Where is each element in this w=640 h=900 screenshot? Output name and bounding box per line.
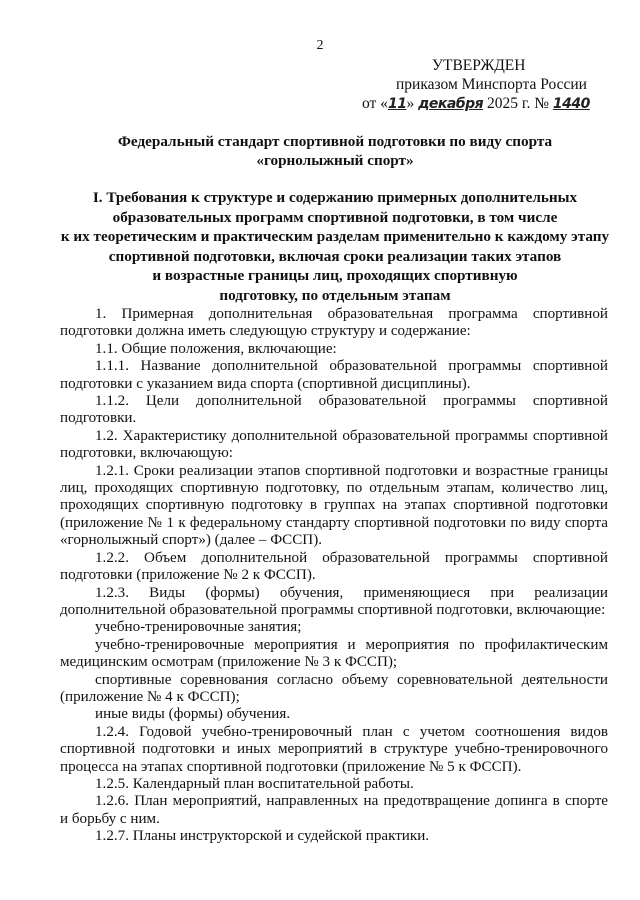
- paragraph: 1.2. Характеристику дополнительной образовательной программы спортивной подготовки, включающую:: [60, 427, 608, 462]
- paragraph: 1.1.2. Цели дополнительной образовательной программы спортивной подготовки.: [60, 393, 608, 427]
- paragraph: 1.2.2. Объем дополнительной образовательной программы спортивной подготовки (приложение № 2 к ФССП).: [60, 549, 608, 584]
- title-line-1: Федеральный стандарт спортивной подготовки по виду спорта: [117, 133, 553, 150]
- date-prefix: от «: [362, 95, 388, 112]
- paragraph: 1.2.7. Планы инструкторской и судейской практики.: [95, 828, 430, 845]
- paragraph: 1.2.6. План мероприятий, направленных на предотвращение допинга в спорте и борьбу с ним.: [60, 793, 608, 827]
- paragraph: учебно-тренировочные мероприятия и мероприятия по профилактическим медицинским осмотрам (приложение № 3 к ФССП);: [60, 636, 608, 671]
- paragraph: 1.2.1. Сроки реализации этапов спортивной подготовки и возрастные границы лиц, проходящих спортивную подготовку, по отдельным этапам, количество лиц, проходящих спортивную подготовку в группах на этапах спортивной подготовки (приложение № 1 к федеральному стандарту спортивной подготовки по виду спорта «горнолыжный спорт») (далее – ФССП).: [60, 462, 608, 549]
- page-number: 2: [316, 38, 324, 53]
- paragraph: спортивные соревнования согласно объему соревновательной деятельности (приложение № 4 к ФССП);: [60, 671, 608, 705]
- handwritten-month: декабря: [418, 96, 484, 112]
- section-heading-line: I. Требования к структуре и содержанию примерных дополнительных: [92, 189, 578, 206]
- section-heading-line: к их теоретическим и практическим разделам применительно к каждому этапу: [60, 228, 610, 245]
- paragraph: 1.2.4. Годовой учебно-тренировочный план с учетом соотношения видов спортивной подготовки и иных мероприятий в структуре учебно-тренировочного процесса на этапах спортивной подготовки (приложение № 5 к ФССП).: [60, 723, 608, 775]
- paragraph: 1.2.5. Календарный план воспитательной работы.: [95, 775, 414, 792]
- section-heading-line: подготовку, по отдельным этапам: [219, 286, 451, 304]
- paragraph: 1. Примерная дополнительная образовательная программа спортивной подготовки должна иметь следующую структуру и содержание:: [60, 306, 608, 340]
- document-body: [60, 306, 608, 846]
- section-heading-line: спортивной подготовки, включая сроки реализации таких этапов: [108, 247, 562, 265]
- paragraph: иные виды (формы) обучения.: [95, 706, 291, 723]
- paragraph: 1.1. Общие положения, включающие:: [95, 340, 337, 357]
- approval-heading: УТВЕРЖДЕН: [432, 57, 526, 74]
- date-mid: »: [406, 95, 415, 112]
- approval-block: [362, 56, 622, 114]
- section-heading-line: и возрастные границы лиц, проходящих спортивную: [152, 267, 518, 284]
- title-line-2: «горнолыжный спорт»: [256, 152, 414, 169]
- section-heading: [50, 188, 620, 305]
- paragraph: 1.2.3. Виды (формы) обучения, применяющиеся при реализации дополнительной образовательной программы спортивной подготовки, включающие:: [60, 584, 608, 618]
- section-heading-line: образовательных программ спортивной подготовки, в том числе: [112, 208, 558, 226]
- paragraph: 1.1.1. Название дополнительной образовательной программы спортивной подготовки с указанием вида спорта (спортивной дисциплины).: [60, 358, 608, 392]
- year-text: 2025 г. №: [486, 95, 550, 112]
- approval-date-line: [362, 94, 622, 114]
- handwritten-day: 11: [387, 96, 407, 112]
- approval-order-line: приказом Минспорта России: [396, 76, 587, 93]
- handwritten-number: 1440: [552, 96, 590, 112]
- paragraph: учебно-тренировочные занятия;: [95, 619, 302, 636]
- document-title: [60, 132, 610, 170]
